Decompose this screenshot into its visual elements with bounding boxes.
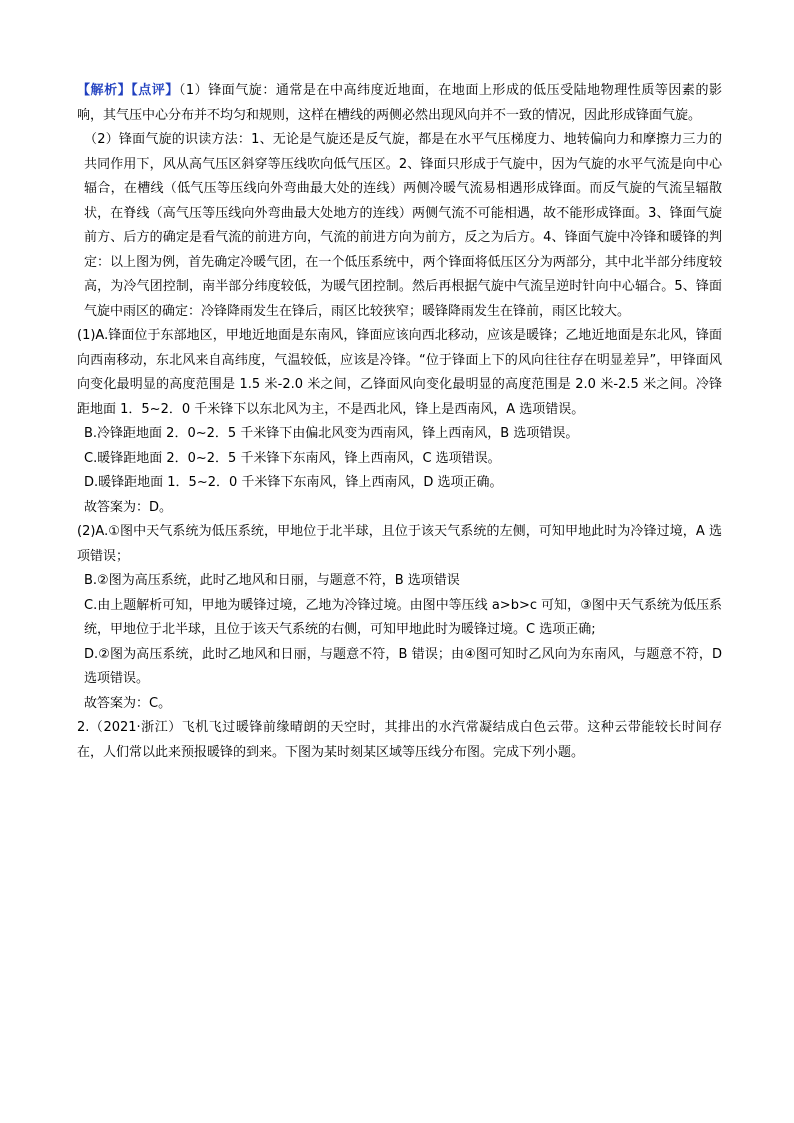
q2-option-a: (2)A.①图中天气系统为低压系统，甲地位于北半球，且位于该天气系统的左侧，可知甲地此时为冷锋过境，A 选项错误； <box>77 524 722 564</box>
q1-option-d: D.暖锋距地面 1．5~2．0 千米锋下东南风，锋上西南风，D 选项正确。 <box>84 475 503 490</box>
q1-option-b: B.冷锋距地面 2．0~2．5 千米锋下由偏北风变为西南风，锋上西南风，B 选项错误。 <box>84 426 579 441</box>
analysis-paragraph-2: （2）锋面气旋的识读方法：1、无论是气旋还是反气旋，都是在水平气压梯度力、地转偏向力和摩擦力三力的共同作用下，风从高气压区斜穿等压线吹向低气压区。2、锋面只形成于气旋中，因为气旋的水平气流是向中心辐合，在槽线（低气压等压线向外弯曲最大处的连线）两侧冷暖气流易相遇形成锋面。而反气旋的气流呈辐散状，在脊线（高气压等压线向外弯曲最大处地方的连线）两侧气流不可能相遇，故不能形成锋面。3、锋面气旋前方、后方的确定是看气流的前进方向，气流的前进方向为前方，反之为后方。4、锋面气旋中冷锋和暖锋的判定：以上图为例，首先确定冷暖气团，在一个低压系统中，两个锋面将低压区分为两部分，其中北半部分纬度较高，为冷气团控制，南半部分纬度较低，为暖气团控制。然后再根据气旋中气流呈逆时针向中心辐合。5、锋面气旋中雨区的确定：冷锋降雨发生在锋后，雨区比较狭窄；暖锋降雨发生在锋前，雨区比较大。 <box>84 132 722 319</box>
analysis-text-1: （1）锋面气旋：通常是在中高纬度近地面，在地面上形成的低压受陆地物理性质等因素的影响，其气压中心分布并不均匀和规则，这样在槽线的两侧必然出现风向并不一致的情况，因此形成锋面气旋。 <box>77 83 722 123</box>
analysis-paragraph-1 <box>77 79 722 128</box>
q1-option-c: C.暖锋距地面 2．0~2．5 千米锋下东南风，锋上西南风，C 选项错误。 <box>84 450 501 466</box>
analysis-tag: 【解析】 <box>77 83 132 98</box>
comment-tag: 【点评】 <box>131 83 179 98</box>
q2-option-b: B.②图为高压系统，此时乙地风和日丽，与题意不符，B 选项错误 <box>84 573 460 588</box>
q2-option-c: C.由上题解析可知，甲地为暖锋过境，乙地为冷锋过境。由图中等压线 a>b>c 可知，③图中天气系统为低压系统，甲地位于北半球，且位于该天气系统的右侧，可知甲地此时为暖锋过境。C 选项正确; <box>84 597 722 637</box>
q1-answer: 故答案为：D。 <box>84 499 173 515</box>
q1-option-a: (1)A.锋面位于东部地区，甲地近地面是东南风，锋面应该向西北移动，应该是暖锋；乙地近地面是东北风，锋面向西南移动，东北风来自高纬度，气温较低，应该是冷锋。“位于锋面上下的风向往往存在明显差异”，甲锋面风向变化最明显的高度范围是 1.5 米-2.0 米之间，乙锋面风向变化最明显的高度范围是 2.0 米-2.5 米之间。冷锋距地面 1．5~2．0 千米锋下以东北风为主，不是西北风，锋上是西南风，A 选项错误。 <box>77 328 722 417</box>
document-page <box>77 79 722 765</box>
q2-option-d: D.②图为高压系统，此时乙地风和日丽，与题意不符，B 错误；由④图可知时乙风向为东南风，与题意不符，D 选项错误。 <box>84 646 722 686</box>
q2-answer: 故答案为：C。 <box>84 695 172 711</box>
next-question-stem: 2.（2021·浙江）飞机飞过暖锋前缘晴朗的天空时，其排出的水汽常凝结成白色云带。这种云带能较长时间存在，人们常以此来预报暖锋的到来。下图为某时刻某区域等压线分布图。完成下列小题。 <box>77 720 722 760</box>
